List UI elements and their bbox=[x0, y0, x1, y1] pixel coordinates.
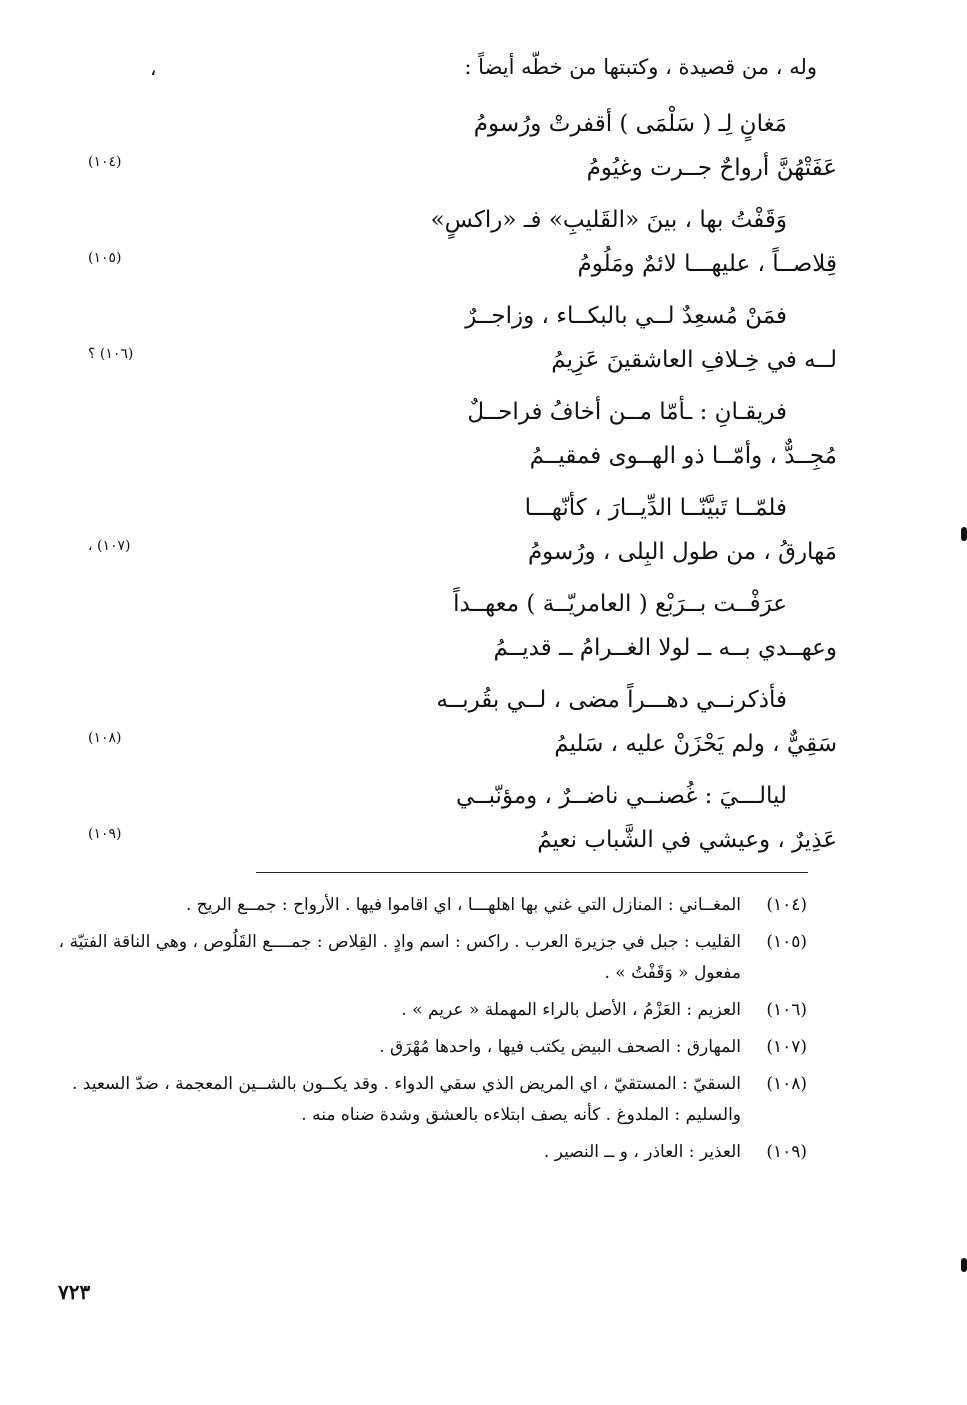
verse-first-hemistich: فأذكرنــي دهـــراً مضى ، لــي بقُربــه bbox=[436, 687, 787, 713]
footnote bbox=[57, 927, 807, 989]
footnote-reference: (١٠٤) bbox=[88, 154, 122, 170]
footnote-text: السقيّ : المستقيّ ، اي المريض الذي سقي الدواء . وقد يكــون بالشــين المعجمة ، ضدّ السعيد . والسليم : الملدوغ . كأنه يصف ابتلاءه بالعشق وشدة ضناه منه . bbox=[71, 1074, 741, 1125]
verse-second-hemistich: سَقِيٌّ ، ولم يَحْزَنْ عليه ، سَليمُ bbox=[554, 731, 837, 757]
footnote bbox=[57, 995, 807, 1026]
footnote-reference: (١٠٨) bbox=[88, 730, 122, 746]
footnote-reference: (١٠٧) ، bbox=[88, 538, 131, 554]
footnote-text: المهارق : الصحف البيض يكتب فيها ، واحدها مُهْرَق . bbox=[379, 1037, 741, 1057]
footnote-number: (١٠٦) bbox=[766, 1000, 807, 1020]
verse-second-hemistich: مُجِــدٌّ ، وأمّــا ذو الهــوى فمقيــمُ bbox=[529, 443, 837, 469]
verse bbox=[0, 676, 967, 772]
footnote-number: (١٠٥) bbox=[766, 932, 807, 952]
intro-mark: ، bbox=[150, 56, 157, 80]
footnote bbox=[57, 1069, 807, 1131]
verse-second-hemistich: وعهــدي بــه ــ لولا الغــرامُ ــ قديــمُ bbox=[493, 635, 837, 661]
footnote-number: (١٠٤) bbox=[766, 895, 807, 915]
verse-second-hemistich: قِلاصــاً ، عليهـــا لائمٌ ومَلُومُ bbox=[577, 251, 837, 277]
verse-first-hemistich: عرَفْــت بــرَبْع ( العامريّــة ) معهــداً bbox=[453, 591, 787, 617]
footnote-number: (١٠٨) bbox=[766, 1074, 807, 1094]
verse bbox=[0, 100, 967, 196]
footnote-text: العزيم : العَزْمُ ، الأصل بالراء المهملة « عريم » . bbox=[401, 1000, 741, 1020]
footnote-reference: (١٠٩) bbox=[88, 826, 122, 842]
verse-first-hemistich: ليالـــيَ : غُصنــي ناضــرٌ ، ومؤنّبــي bbox=[455, 783, 787, 809]
verse-second-hemistich: لــه في خِـلافِ العاشقينَ عَزِيمُ bbox=[551, 347, 837, 373]
verse-first-hemistich: فمَنْ مُسعِدٌ لــي بالبكــاء ، وزاجــرٌ bbox=[465, 303, 787, 329]
footnote-text: القليب : جبل في جزيرة العرب . راكس : اسم وادٍ . القِلاص : جمــــع القَلُوص ، وهي الناقة الفتيّة ، مفعول « وَقَفْتُ » . bbox=[58, 932, 741, 983]
verse bbox=[0, 484, 967, 580]
verse-first-hemistich: فريقـانِ : ـأمّا مــن أخافُ فراحــلٌ bbox=[467, 399, 787, 425]
page-number: ٧٢٣ bbox=[58, 1280, 91, 1304]
verse bbox=[0, 196, 967, 292]
footnote bbox=[57, 1032, 807, 1063]
poem bbox=[0, 100, 967, 868]
verse bbox=[0, 388, 967, 484]
verse-second-hemistich: عَذِيرٌ ، وعيشي في الشَّباب نعيمُ bbox=[537, 827, 837, 853]
footnotes bbox=[57, 890, 807, 1174]
verse-first-hemistich: فلمّــا تَبيَّنّــا الدِّيــارَ ، كأنّهـــا bbox=[524, 495, 787, 521]
verse bbox=[0, 292, 967, 388]
margin-mark bbox=[961, 527, 967, 541]
footnote-number: (١٠٧) bbox=[766, 1037, 807, 1057]
verse-second-hemistich: عَفَتْهُنَّ أرواحٌ جــرت وغيُومُ bbox=[586, 155, 837, 181]
intro-line: وله ، من قصيدة ، وكتبتها من خطّه أيضاً : bbox=[464, 55, 817, 79]
footnote-divider bbox=[256, 872, 808, 873]
footnote bbox=[57, 1137, 807, 1168]
footnote-text: العذير : العاذر ، و ــ النصير . bbox=[543, 1142, 741, 1162]
footnote-reference: (١٠٦) ؟ bbox=[88, 346, 134, 362]
verse-first-hemistich: مَغانٍ لِـ ( سَلْمَى ) أقفرتْ ورُسومُ bbox=[473, 111, 787, 137]
footnote-text: المغــاني : المنازل التي غني بها اهلهـــا ، اي اقاموا فيها . الأرواح : جمــع الريح . bbox=[185, 895, 741, 915]
footnote-number: (١٠٩) bbox=[766, 1142, 807, 1162]
margin-mark bbox=[961, 1258, 967, 1272]
verse-first-hemistich: وَقَفْتُ بها ، بينَ «القَليبِ» فـ «راكسٍ» bbox=[430, 207, 787, 233]
verse-second-hemistich: مَهارقُ ، من طول البِلى ، ورُسومُ bbox=[527, 539, 837, 565]
footnote bbox=[57, 890, 807, 921]
verse bbox=[0, 772, 967, 868]
verse bbox=[0, 580, 967, 676]
footnote-reference: (١٠٥) bbox=[88, 250, 122, 266]
